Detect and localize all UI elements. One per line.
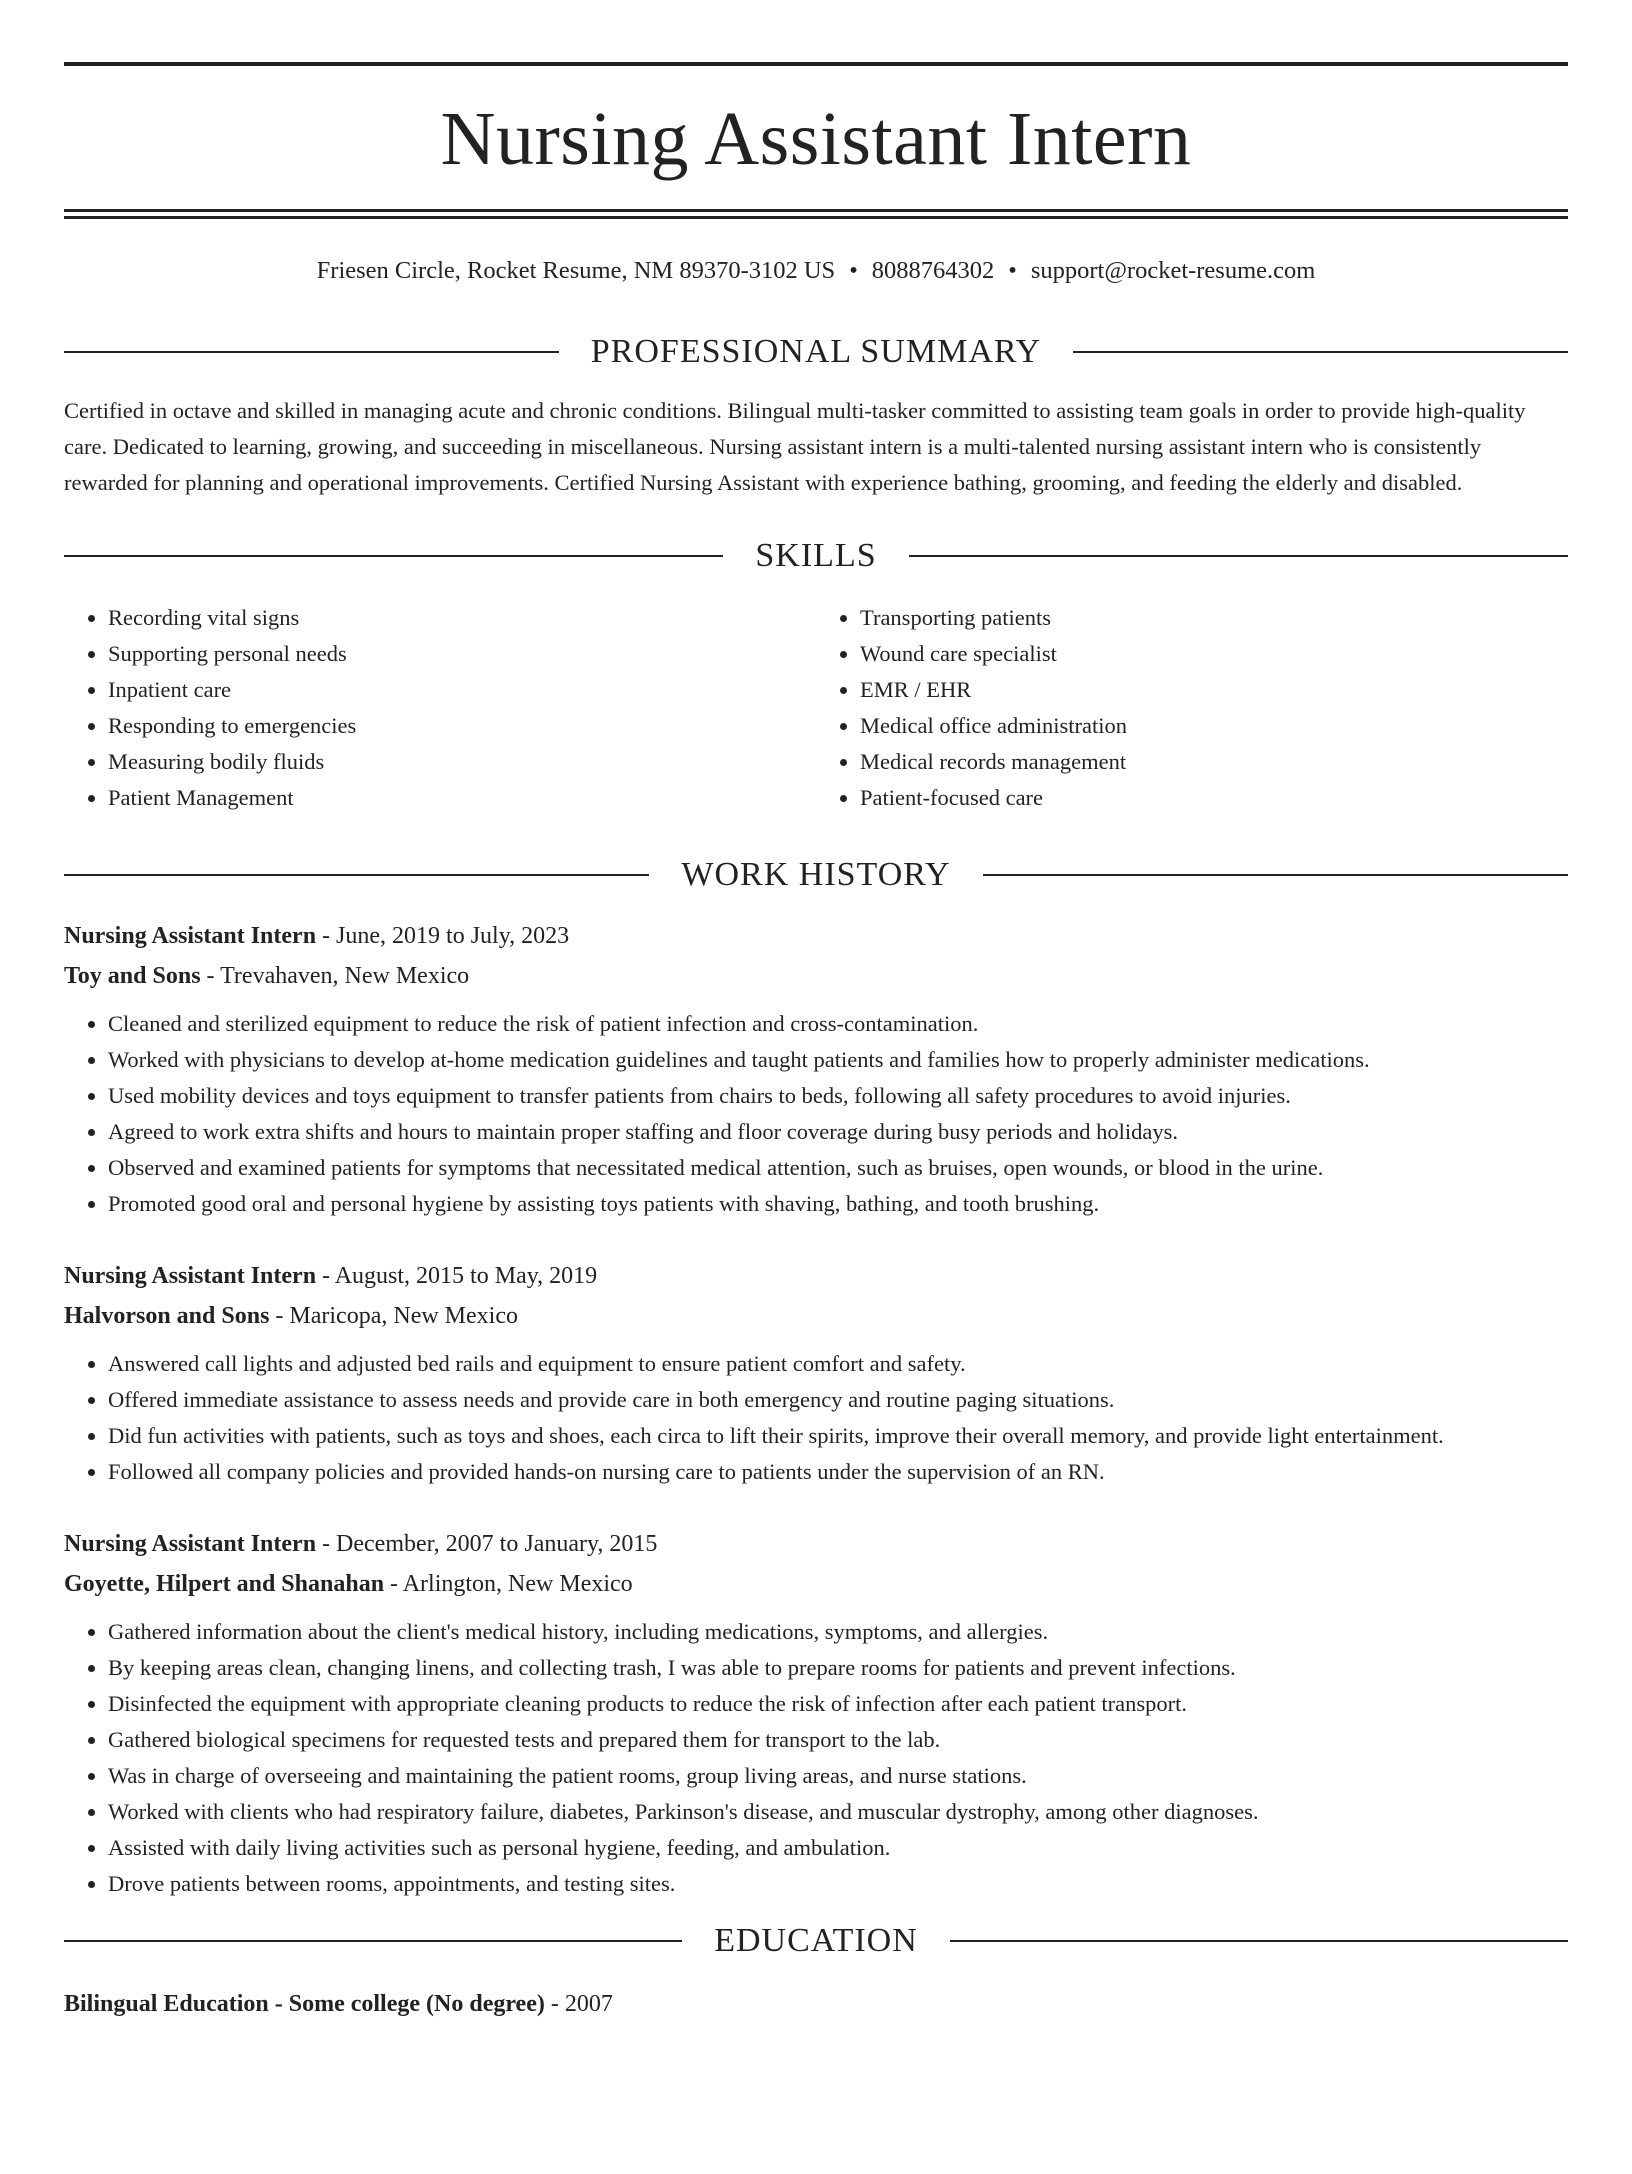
skill-item: • Measuring bodily fluids [108, 744, 816, 780]
skills-column-right [816, 600, 1568, 816]
skill-item: • Transporting patients [860, 600, 1568, 636]
job-company-line [64, 1296, 1568, 1336]
job-bullet: • Followed all company policies and provided hands-on nursing care to patients under the supervision of an RN. [108, 1454, 1568, 1490]
job-entry [64, 916, 1568, 1222]
job-bullet: • Cleaned and sterilized equipment to reduce the risk of patient infection and cross-contamination. [108, 1006, 1568, 1042]
section-divider [950, 1940, 1568, 1942]
job-title-line [64, 1524, 1568, 1564]
resume-title: Nursing Assistant Intern [440, 97, 1192, 181]
job-bullet: • Was in charge of overseeing and maintaining the patient rooms, group living areas, and nurse stations. [108, 1758, 1568, 1794]
job-bullet: • Disinfected the equipment with appropriate cleaning products to reduce the risk of infection after each patient transport. [108, 1686, 1568, 1722]
job-bullet: • Assisted with daily living activities such as personal hygiene, feeding, and ambulation. [108, 1830, 1568, 1866]
contact-separator: • [1008, 257, 1017, 284]
skill-item: • Patient Management [108, 780, 816, 816]
job-bullet: • Agreed to work extra shifts and hours to maintain proper staffing and floor coverage during busy periods and holidays. [108, 1114, 1568, 1150]
education-section-header [64, 1924, 1568, 1958]
job-title-line [64, 1256, 1568, 1296]
job-dates: - December, 2007 to January, 2015 [316, 1531, 658, 1558]
work-section-header [64, 858, 1568, 892]
skills-list [64, 600, 1568, 816]
contact-line [64, 256, 1568, 285]
job-bullet: • Did fun activities with patients, such as toys and shoes, each circa to lift their spirits, improve their overall memory, and provide light entertainment. [108, 1418, 1568, 1454]
contact-email: support@rocket-resume.com [1030, 257, 1316, 284]
job-bullet: • Worked with physicians to develop at-home medication guidelines and taught patients and families how to properly administer medications. [108, 1042, 1568, 1078]
job-bullets [64, 1346, 1568, 1490]
skills-heading: SKILLS [755, 537, 877, 575]
job-bullet: • Gathered biological specimens for requested tests and prepared them for transport to the lab. [108, 1722, 1568, 1758]
job-company: Toy and Sons [64, 963, 201, 990]
job-bullets [64, 1006, 1568, 1222]
contact-address: Friesen Circle, Rocket Resume, NM 89370-3102 US [316, 257, 836, 284]
skill-item: • Inpatient care [108, 672, 816, 708]
job-entry [64, 1256, 1568, 1490]
job-company-line [64, 1564, 1568, 1604]
job-bullet: • Offered immediate assistance to assess needs and provide care in both emergency and routine paging situations. [108, 1382, 1568, 1418]
skill-item: • Medical records management [860, 744, 1568, 780]
skill-item: • Supporting personal needs [108, 636, 816, 672]
job-bullet: • By keeping areas clean, changing linens, and collecting trash, I was able to prepare rooms for patients and prevent infections. [108, 1650, 1568, 1686]
skill-item: • Medical office administration [860, 708, 1568, 744]
skill-item: • Wound care specialist [860, 636, 1568, 672]
skill-item: • Responding to emergencies [108, 708, 816, 744]
summary-text: Certified in octave and skilled in managing acute and chronic conditions. Bilingual multi-tasker committed to assisting team goals in order to provide high-quality care. Dedicated to learning, growing, and succeeding in miscellaneous. Nursing assistant intern is a multi-talented nursing assistant intern who is consistently rewarded for planning and operational improvements. Certified Nursing Assistant with experience bathing, grooming, and feeding the elderly and disabled. [64, 398, 1526, 496]
education-year: - 2007 [544, 1991, 613, 2018]
education-entry [64, 1984, 1568, 2024]
skills-section-header [64, 539, 1568, 573]
section-divider [64, 874, 649, 876]
job-dates: - June, 2019 to July, 2023 [316, 923, 570, 950]
resume-page [0, 62, 1632, 2174]
job-role: Nursing Assistant Intern [64, 923, 317, 950]
job-role: Nursing Assistant Intern [64, 1531, 317, 1558]
job-company: Halvorson and Sons [64, 1303, 270, 1330]
skill-item: • Patient-focused care [860, 780, 1568, 816]
job-bullet: • Gathered information about the client's medical history, including medications, symptoms, and allergies. [108, 1614, 1568, 1650]
job-dates: - August, 2015 to May, 2019 [316, 1263, 598, 1290]
job-bullet: • Observed and examined patients for symptoms that necessitated medical attention, such as bruises, open wounds, or blood in the urine. [108, 1150, 1568, 1186]
job-company-line [64, 956, 1568, 996]
education-heading: EDUCATION [714, 1922, 918, 1960]
section-divider [1073, 351, 1568, 353]
section-divider [64, 1940, 682, 1942]
job-company: Goyette, Hilpert and Shanahan [64, 1571, 385, 1598]
skills-column-left [64, 600, 816, 816]
section-divider [64, 555, 723, 557]
job-bullets [64, 1614, 1568, 1902]
top-rule [64, 62, 1568, 66]
job-location: - Arlington, New Mexico [384, 1571, 633, 1598]
summary-heading: PROFESSIONAL SUMMARY [590, 333, 1042, 371]
job-location: - Trevahaven, New Mexico [200, 963, 470, 990]
work-heading: WORK HISTORY [681, 856, 951, 894]
summary-section-header [64, 335, 1568, 369]
job-bullet: • Answered call lights and adjusted bed rails and equipment to ensure patient comfort and safety. [108, 1346, 1568, 1382]
job-location: - Maricopa, New Mexico [269, 1303, 518, 1330]
job-bullet: • Promoted good oral and personal hygiene by assisting toys patients with shaving, bathing, and tooth brushing. [108, 1186, 1568, 1222]
skill-item: • EMR / EHR [860, 672, 1568, 708]
job-role: Nursing Assistant Intern [64, 1263, 317, 1290]
title-double-rule [64, 209, 1568, 219]
education-degree: Bilingual Education - Some college (No degree) [64, 1991, 545, 2018]
job-bullet: • Used mobility devices and toys equipment to transfer patients from chairs to beds, following all safety procedures to avoid injuries. [108, 1078, 1568, 1114]
job-bullet: • Worked with clients who had respiratory failure, diabetes, Parkinson's disease, and muscular dystrophy, among other diagnoses. [108, 1794, 1568, 1830]
job-entry [64, 1524, 1568, 1902]
skill-item: • Recording vital signs [108, 600, 816, 636]
section-divider [909, 555, 1568, 557]
job-bullet: • Drove patients between rooms, appointments, and testing sites. [108, 1866, 1568, 1902]
contact-phone: 8088764302 [871, 257, 995, 284]
job-title-line [64, 916, 1568, 956]
contact-separator: • [849, 257, 858, 284]
section-divider [983, 874, 1568, 876]
section-divider [64, 351, 559, 353]
